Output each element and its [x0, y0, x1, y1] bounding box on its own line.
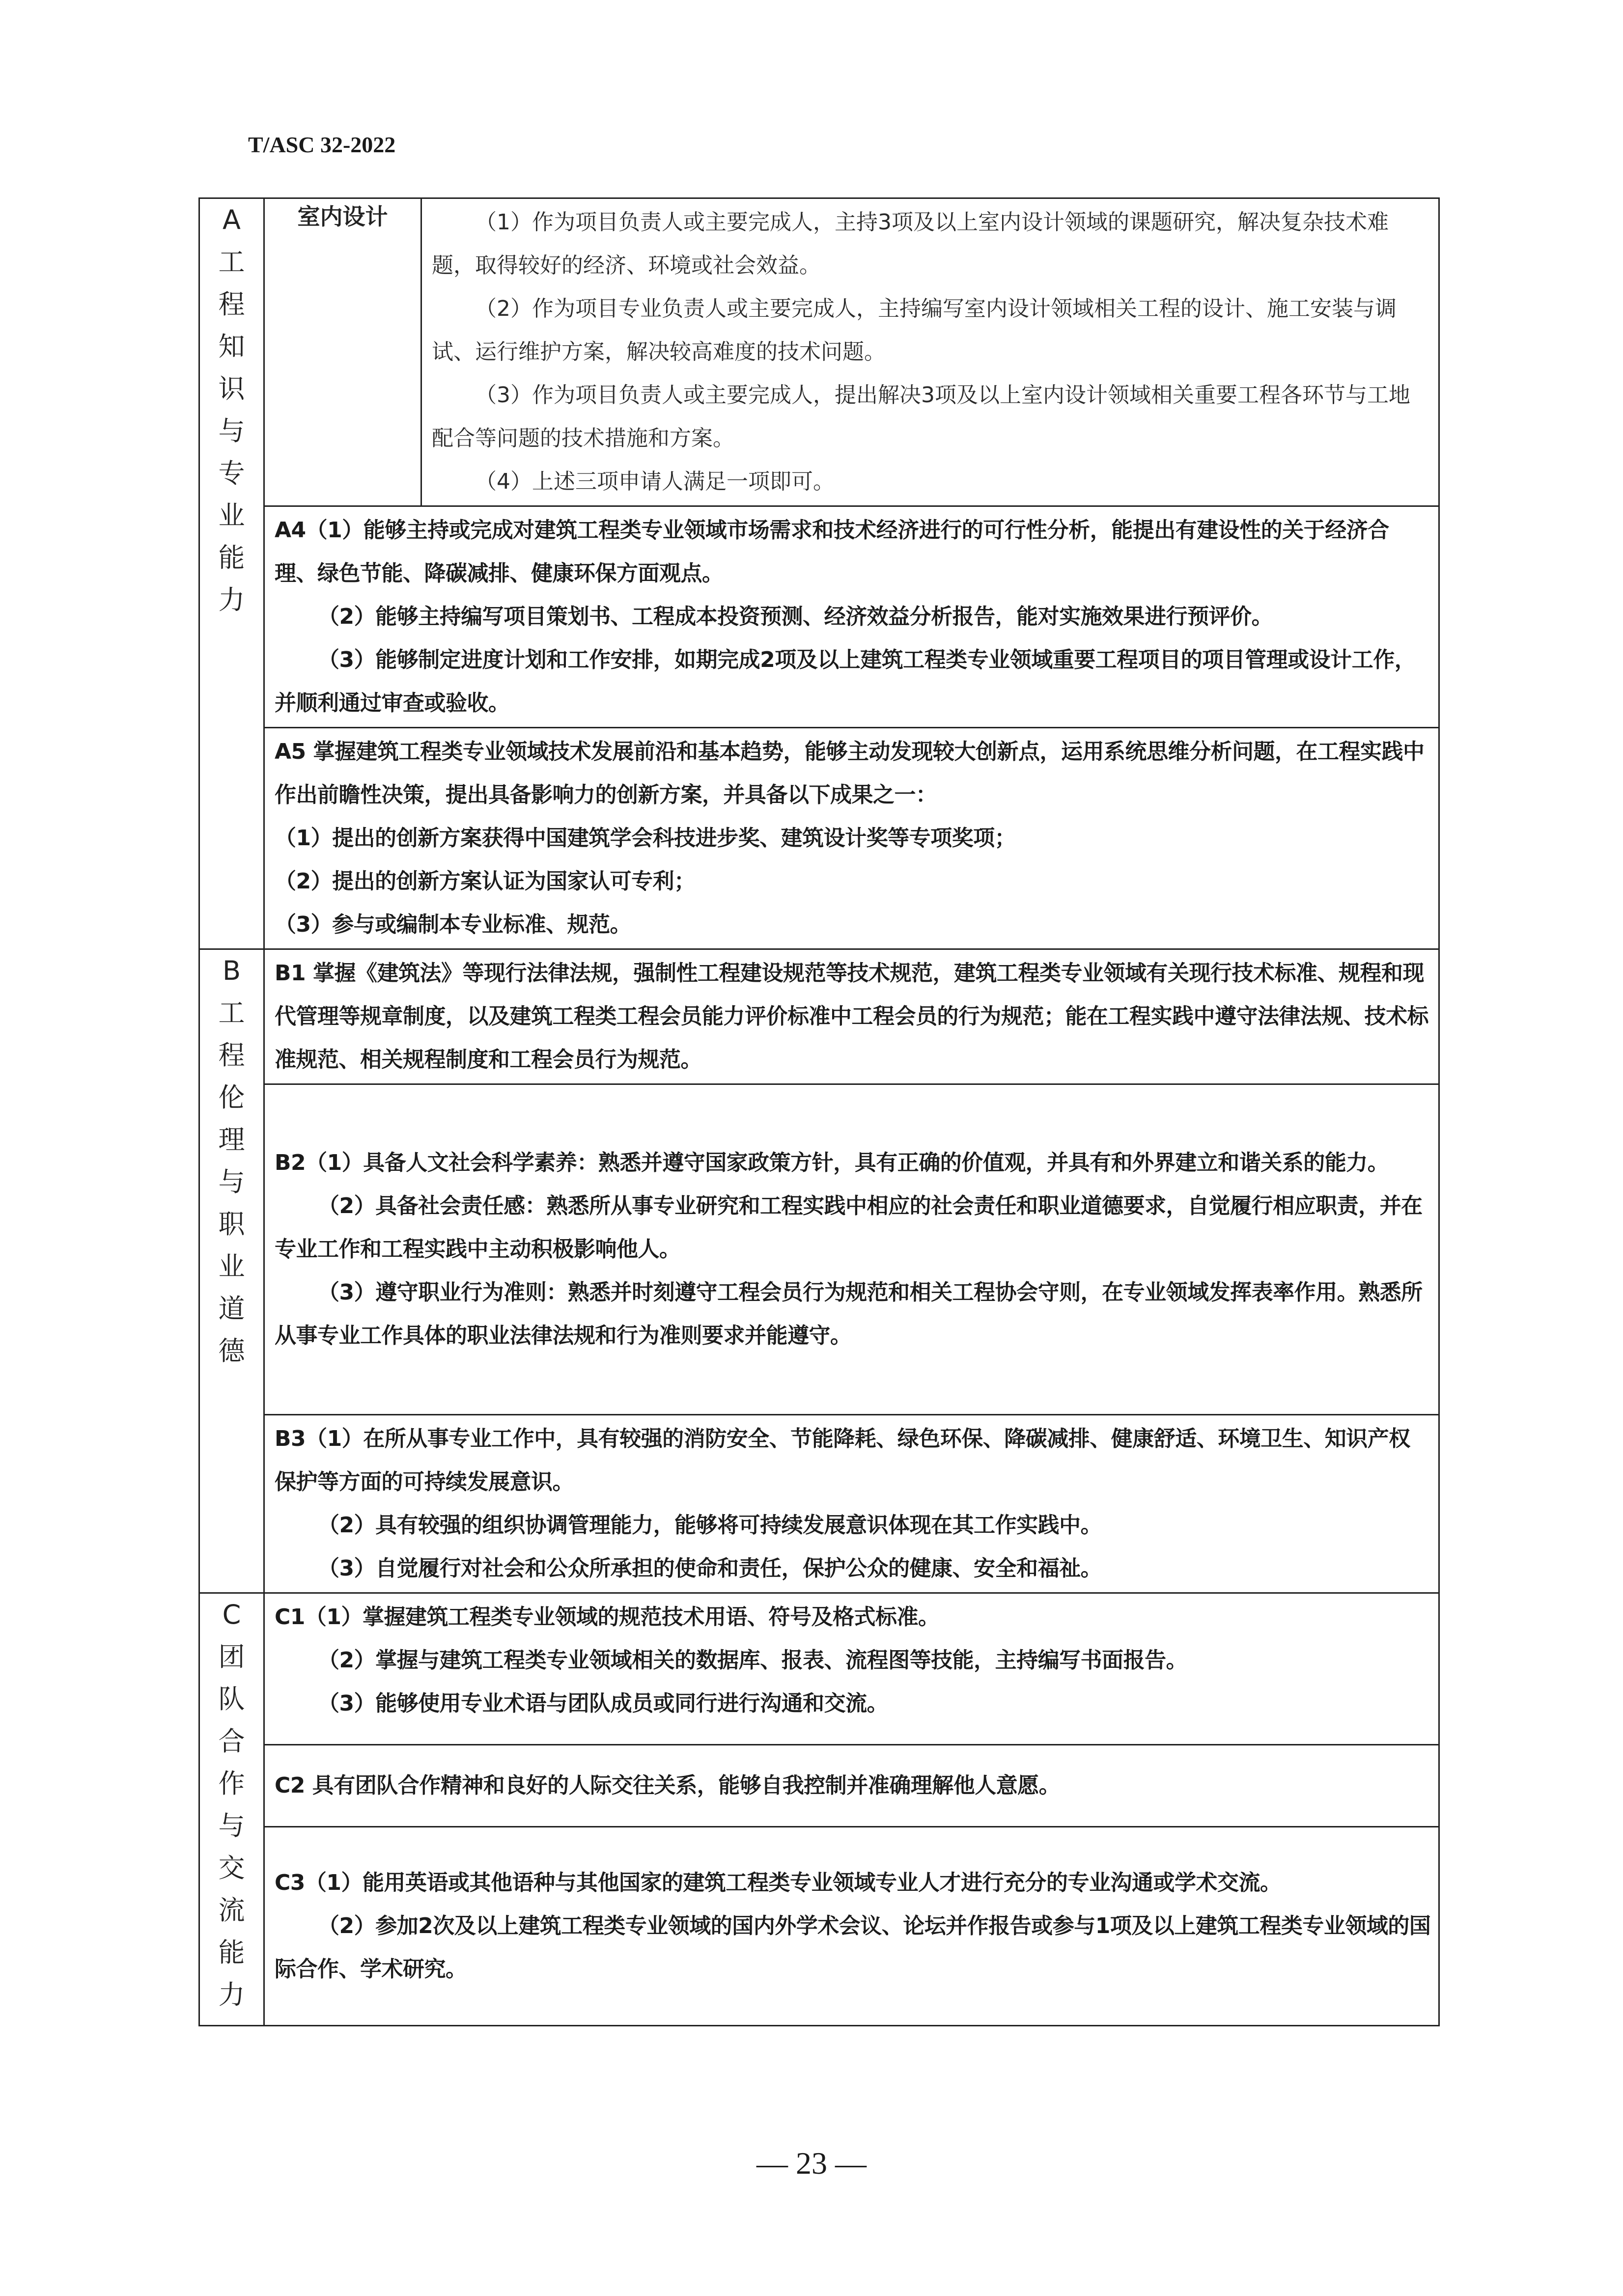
c3-item: C3（1）能用英语或其他语种与其他国家的建筑工程类专业领域专业人才进行充分的专业沟通或学术交流。 — [275, 1870, 1282, 1895]
a5-cell — [264, 728, 1439, 949]
a4-cell — [264, 506, 1439, 728]
c1-item: （3）能够使用专业术语与团队成员或同行进行沟通和交流。 — [318, 1691, 889, 1716]
competency-table — [198, 197, 1440, 2026]
interior-design-item: （4）上述三项申请人满足一项即可。 — [475, 469, 835, 494]
b1-item: B1 掌握《建筑法》等现行法律法规，强制性工程建设规范等技术规范，建筑工程类专业领域有关现行技术标准、规程和现代管理等规章制度，以及建筑工程类工程会员能力评价标准中工程会员的行为规范；能在工程实践中遵守法律法规、技术标准规范、相关规程制度和工程会员行为规范。 — [275, 961, 1428, 1072]
sub-label-interior-design: 室内设计 — [264, 198, 421, 506]
c1-item: C1（1）掌握建筑工程类专业领域的规范技术用语、符号及格式标准。 — [275, 1604, 940, 1630]
c1-cell — [264, 1593, 1439, 1745]
category-b-label: B 工 程 伦 理 与 职 业 道 德 — [218, 955, 245, 1366]
c2-item: C2 具有团队合作精神和良好的人际交往关系，能够自我控制并准确理解他人意愿。 — [275, 1773, 1061, 1798]
c2-cell — [264, 1745, 1439, 1827]
b2-cell — [264, 1084, 1439, 1415]
b3-item: B3（1）在所从事专业工作中，具有较强的消防安全、节能降耗、绿色环保、降碳减排、健康舒适、环境卫生、知识产权保护等方面的可持续发展意识。 — [275, 1426, 1410, 1494]
b2-row — [199, 1084, 1439, 1415]
interior-design-item: （3）作为项目负责人或主要完成人，提出解决3项及以上室内设计领域相关重要工程各环节与工地配合等问题的技术措施和方案。 — [432, 383, 1410, 451]
b3-item: （3）自觉履行对社会和公众所承担的使命和责任，保护公众的健康、安全和福祉。 — [318, 1556, 1102, 1581]
a4-item: （2）能够主持编写项目策划书、工程成本投资预测、经济效益分析报告，能对实施效果进行预评价。 — [318, 604, 1273, 629]
a5-row — [199, 728, 1439, 949]
b2-item: （3）遵守职业行为准则：熟悉并时刻遵守工程会员行为规范和相关工程协会守则，在专业领域发挥表率作用。熟悉所从事专业工作具体的职业法律法规和行为准则要求并能遵守。 — [275, 1280, 1423, 1348]
b1-cell — [264, 949, 1439, 1084]
standard-code: T/ASC 32-2022 — [248, 132, 396, 157]
c3-item: （2）参加2次及以上建筑工程类专业领域的国内外学术会议、论坛并作报告或参与1项及以上建筑工程类专业领域的国际合作、学术研究。 — [275, 1913, 1431, 1982]
interior-design-requirements — [421, 198, 1439, 506]
c1-row — [199, 1593, 1439, 1745]
category-b-cell — [199, 949, 264, 1593]
a5-item: （1）提出的创新方案获得中国建筑学会科技进步奖、建筑设计奖等专项奖项； — [275, 826, 1016, 851]
a5-item: A5 掌握建筑工程类专业领域技术发展前沿和基本趋势，能够主动发现较大创新点，运用系统思维分析问题，在工程实践中作出前瞻性决策，提出具备影响力的创新方案，并具备以下成果之一： — [275, 739, 1425, 807]
a4-item: A4（1）能够主持或完成对建筑工程类专业领域市场需求和技术经济进行的可行性分析，能提出有建设性的关于经济合理、绿色节能、降碳减排、健康环保方面观点。 — [275, 518, 1389, 586]
interior-design-item: （1）作为项目负责人或主要完成人，主持3项及以上室内设计领域的课题研究，解决复杂技术难题，取得较好的经济、环境或社会效益。 — [432, 210, 1389, 278]
category-a-label: A 工 程 知 识 与 专 业 能 力 — [218, 204, 245, 615]
category-c-label: C 团 队 合 作 与 交 流 能 力 — [218, 1599, 245, 2010]
c3-cell — [264, 1827, 1439, 2026]
b3-item: （2）具有较强的组织协调管理能力，能够将可持续发展意识体现在其工作实践中。 — [318, 1513, 1102, 1538]
b2-item: （2）具备社会责任感：熟悉所从事专业研究和工程实践中相应的社会责任和职业道德要求，自觉履行相应职责，并在专业工作和工程实践中主动积极影响他人。 — [275, 1193, 1423, 1262]
c3-row — [199, 1827, 1439, 2026]
b3-row — [199, 1415, 1439, 1593]
a4-row — [199, 506, 1439, 728]
category-a-cell — [199, 198, 264, 949]
c1-item: （2）掌握与建筑工程类专业领域相关的数据库、报表、流程图等技能，主持编写书面报告。 — [318, 1648, 1188, 1673]
a5-item: （3）参与或编制本专业标准、规范。 — [275, 912, 632, 937]
a5-item: （2）提出的创新方案认证为国家认可专利； — [275, 869, 696, 894]
c2-row — [199, 1745, 1439, 1827]
b2-item: B2（1）具备人文社会科学素养：熟悉并遵守国家政策方针，具有正确的价值观，并具有和外界建立和谐关系的能力。 — [275, 1150, 1389, 1175]
b3-cell — [264, 1415, 1439, 1593]
a-row-interior-design — [199, 198, 1439, 506]
a4-item: （3）能够制定进度计划和工作安排，如期完成2项及以上建筑工程类专业领域重要工程项目的项目管理或设计工作，并顺利通过审查或验收。 — [275, 647, 1416, 716]
page-number: — 23 — — [756, 2146, 867, 2181]
interior-design-item: （2）作为项目专业负责人或主要完成人，主持编写室内设计领域相关工程的设计、施工安装与调试、运行维护方案，解决较高难度的技术问题。 — [432, 296, 1397, 364]
category-c-cell — [199, 1593, 264, 2026]
b1-row — [199, 949, 1439, 1084]
